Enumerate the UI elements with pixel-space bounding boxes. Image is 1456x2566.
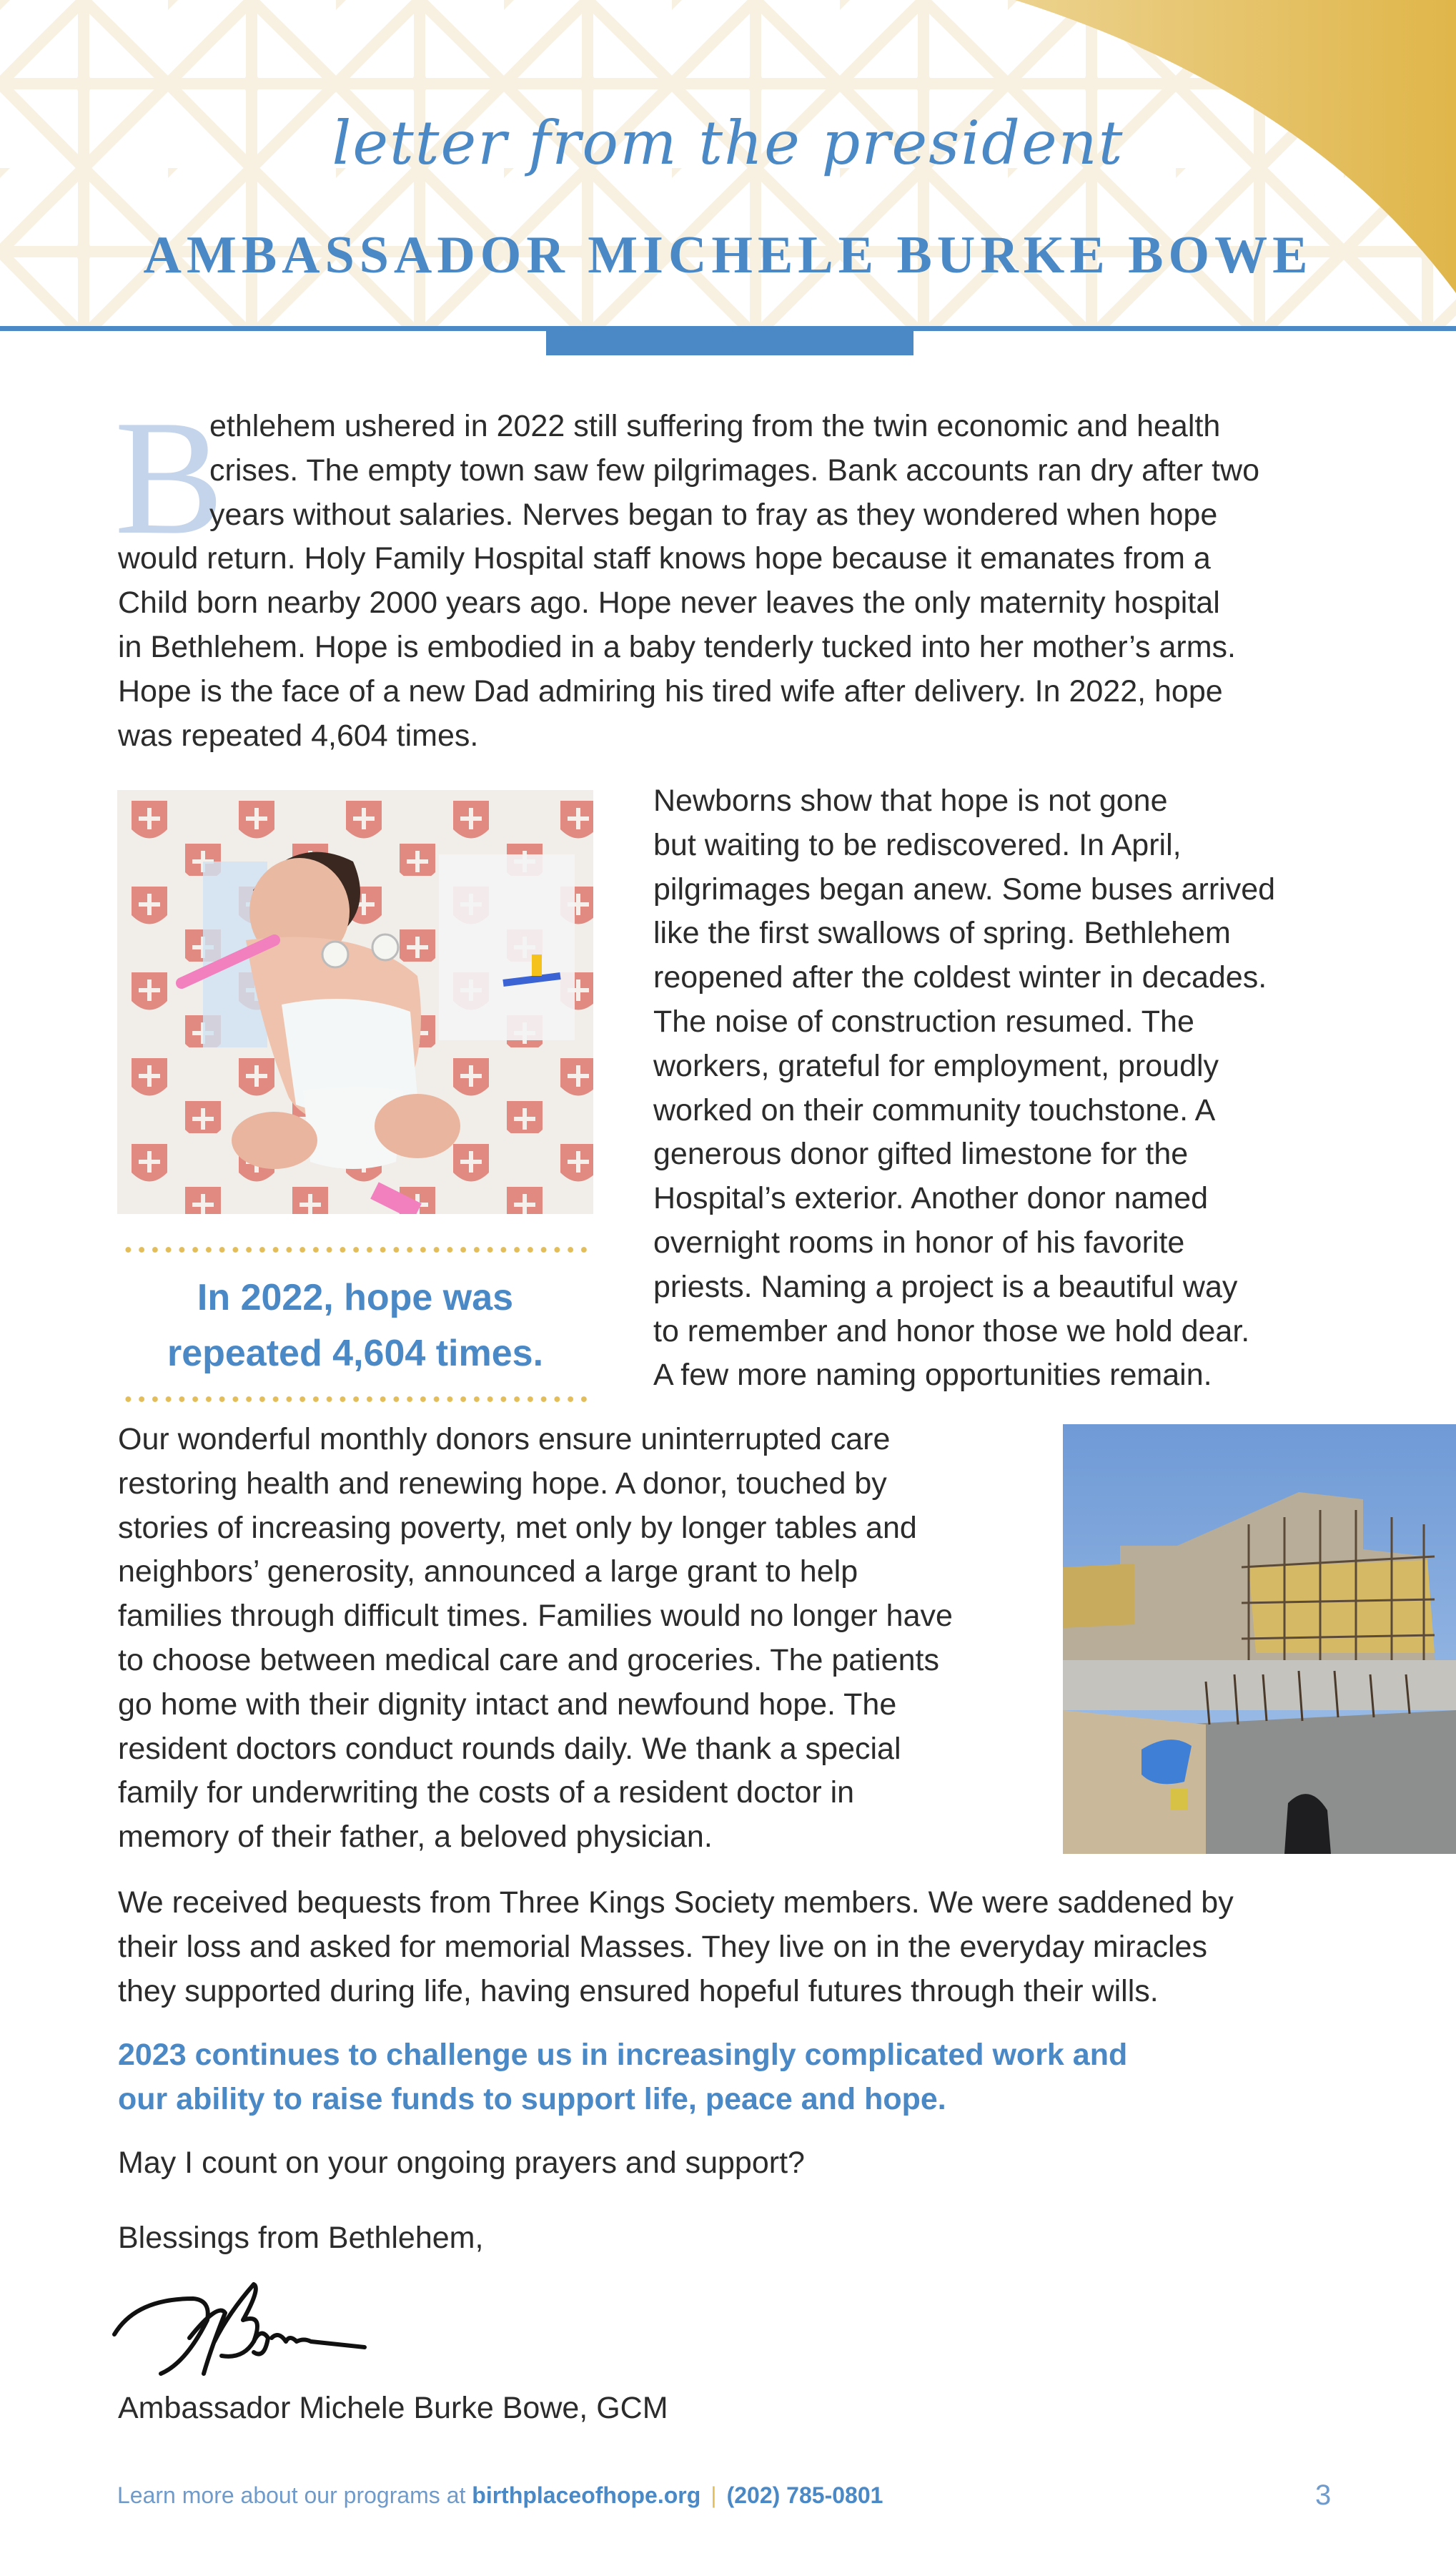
text-line: go home with their dignity intact and newfound hope. The <box>118 1687 897 1722</box>
newborn-photo <box>117 790 593 1214</box>
signature <box>107 2270 465 2384</box>
text-line: workers, grateful for employment, proudly <box>653 1048 1219 1083</box>
paragraph-donors <box>118 1418 953 1860</box>
text-line: would return. Holy Family Hospital staff knows hope because it emanates from a <box>118 541 1211 576</box>
drop-cap: B <box>114 386 224 568</box>
page-number: 3 <box>1315 2479 1332 2511</box>
text-line: Newborns show that hope is not gone <box>653 784 1168 818</box>
text-line: A few more naming opportunities remain. <box>653 1358 1212 1393</box>
pull-quote-line: In 2022, hope was <box>197 1277 514 1318</box>
text-line: resident doctors conduct rounds daily. We thank a special <box>118 1731 901 1766</box>
text-line: priests. Naming a project is a beautiful way <box>653 1269 1238 1304</box>
text-line: pilgrimages began anew. Some buses arrived <box>653 872 1276 907</box>
phone-link[interactable]: (202) 785-0801 <box>726 2482 883 2508</box>
text-line: was repeated 4,604 times. <box>118 718 479 753</box>
header-divider-tab <box>546 331 913 355</box>
text-line: our ability to raise funds to support life, peace and hope. <box>118 2081 946 2116</box>
text-line: their loss and asked for memorial Masses. They live on in the everyday miracles <box>118 1929 1207 1964</box>
text-line: years without salaries. Nerves began to fray as they wondered when hope <box>209 497 1218 532</box>
website-link[interactable]: birthplaceofhope.org <box>472 2482 701 2508</box>
highlight-statement <box>118 2033 1127 2122</box>
text-line: memory of their father, a beloved physician. <box>118 1820 713 1855</box>
text-line: family for underwriting the costs of a resident doctor in <box>118 1775 855 1810</box>
text-line: in Bethlehem. Hope is embodied in a baby tenderly tucked into her mother’s arms. <box>118 629 1236 664</box>
callout-top-dotted-divider <box>122 1247 590 1253</box>
callout-bottom-dotted-divider <box>122 1396 590 1402</box>
text-line: The noise of construction resumed. The <box>653 1004 1194 1039</box>
construction-photo-illustration <box>1063 1424 1456 1854</box>
text-line: neighbors’ generosity, announced a large grant to help <box>118 1554 858 1589</box>
footer-prefix: Learn more about our programs at <box>117 2482 472 2508</box>
text-line: to remember and honor those we hold dear. <box>653 1313 1250 1348</box>
text-line: Our wonderful monthly donors ensure uninterrupted care <box>118 1422 891 1456</box>
construction-photo <box>1063 1424 1456 1854</box>
text-line: ethlehem ushered in 2022 still suffering from the twin economic and health <box>209 409 1221 443</box>
page-footer <box>117 2482 883 2509</box>
paragraph-bequests <box>118 1881 1234 2013</box>
text-line: stories of increasing poverty, met only by longer tables and <box>118 1510 917 1545</box>
text-line: generous donor gifted limestone for the <box>653 1137 1189 1172</box>
text-line: like the first swallows of spring. Bethlehem <box>653 916 1231 951</box>
text-line: worked on their community touchstone. A <box>653 1092 1216 1127</box>
text-line: Hospital’s exterior. Another donor named <box>653 1181 1209 1216</box>
newborn-photo-illustration <box>117 790 593 1214</box>
footer-separator: | <box>710 2482 717 2508</box>
text-line: to choose between medical care and groceries. The patients <box>118 1642 939 1677</box>
section-kicker: letter from the president <box>332 108 1124 178</box>
text-line: overnight rooms in honor of his favorite <box>653 1225 1185 1260</box>
text-line: We received bequests from Three Kings Society members. We were saddened by <box>118 1885 1234 1920</box>
pull-quote <box>117 1270 593 1381</box>
text-line: but waiting to be rediscovered. In April, <box>653 827 1182 862</box>
page-title: AMBASSADOR MICHELE BURKE BOWE <box>143 226 1313 285</box>
text-line: Child born nearby 2000 years ago. Hope never leaves the only maternity hospital <box>118 586 1220 621</box>
signer-name: Ambassador Michele Burke Bowe, GCM <box>118 2391 668 2425</box>
text-line: restoring health and renewing hope. A donor, touched by <box>118 1466 887 1501</box>
header-divider <box>0 326 1456 331</box>
text-line: crises. The empty town saw few pilgrimages. Bank accounts ran dry after two <box>209 453 1259 488</box>
text-line: they supported during life, having ensured hopeful futures through their wills. <box>118 1973 1159 2008</box>
text-line: Hope is the face of a new Dad admiring his tired wife after delivery. In 2022, hope <box>118 673 1223 709</box>
page-header <box>0 0 1456 326</box>
text-line: 2023 continues to challenge us in increasingly complicated work and <box>118 2038 1128 2072</box>
paragraph-rebuilding <box>653 779 1275 1398</box>
text-line: families through difficult times. Families would no longer have <box>118 1599 953 1634</box>
closing-salutation: Blessings from Bethlehem, <box>118 2221 484 2255</box>
closing-question: May I count on your ongoing prayers and support? <box>118 2146 805 2180</box>
pull-quote-line: repeated 4,604 times. <box>167 1333 544 1374</box>
text-line: reopened after the coldest winter in decades. <box>653 960 1267 995</box>
paragraph-intro <box>118 405 1259 758</box>
